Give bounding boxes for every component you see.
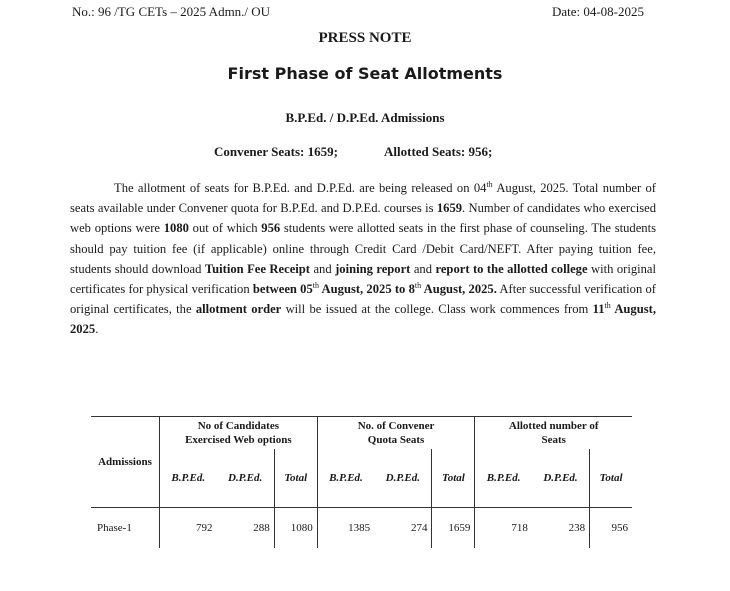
text-run: . (95, 322, 99, 337)
table-cell: 288 (253, 522, 270, 534)
text-run: and (310, 261, 336, 276)
reference-number: No.: 96 /TG CETs – 2025 Admn./ OU (72, 4, 271, 19)
bold-run: 1659 (436, 201, 463, 216)
group-header-line: No of Candidates (197, 420, 279, 432)
text-run: The allotment of seats for B.P.Ed. and D.P.Ed. are being released on 04 (114, 181, 487, 195)
seat-allotment-table (91, 416, 632, 548)
column-header: B.P.Ed. (160, 449, 217, 508)
column-header: D.P.Ed. (385, 472, 420, 484)
column-header: Total (432, 449, 475, 508)
row-label: Phase-1 (97, 522, 132, 534)
convener-seats-group-header (317, 417, 475, 450)
allotted-seats-group-header (475, 417, 632, 450)
press-note-body (70, 178, 656, 340)
press-note-heading: PRESS NOTE (318, 30, 412, 46)
text-run: August, 2025. Total number of seats available under Convener quota for B.P.Ed. and D.P.Ed. courses is (70, 181, 656, 216)
table-cell: 1080 (274, 508, 317, 549)
text-run: After successful verification of original certificates, the (70, 282, 656, 317)
bold-run: Tuition Fee Receipt (204, 261, 310, 276)
text-run: students were allotted seats in the first phase of counseling. The students should pay tuition fee (if applicable) online through Credit Card /Debit Card/NEFT. After paying tuition fee, students should download (70, 221, 656, 276)
bold-run: August, 2025. (421, 282, 497, 297)
table-cell: 718 (475, 508, 532, 549)
bold-run: report to the allotted college (435, 261, 588, 276)
bold-run: 956 (261, 221, 281, 236)
superscript: th (312, 280, 320, 290)
page-title: First Phase of Seat Allotments (227, 64, 503, 83)
group-header-line: No. of Convener (357, 420, 435, 432)
bold-run: allotment order (195, 302, 282, 317)
group-header-line: Quota Seats (367, 434, 425, 446)
table-cell: 274 (410, 522, 428, 534)
bold-run: August, 2025 (70, 302, 656, 337)
web-options-group-header (160, 417, 318, 450)
bold-run: between 05 (252, 282, 313, 297)
admissions-subtitle: B.P.Ed. / D.P.Ed. Admissions (285, 110, 445, 125)
text-run: with original certificates for physical verification (70, 261, 657, 297)
superscript: th (486, 179, 493, 189)
admissions-header: Admissions (98, 456, 152, 468)
allotted-seats-label: Allotted Seats: 956; (384, 144, 493, 159)
text-run: and (410, 261, 436, 276)
bold-run: joining report (335, 261, 411, 276)
bold-run: 1080 (163, 221, 189, 236)
text-run: . Number of candidates who exercised web options were (70, 201, 656, 236)
table-row (91, 508, 632, 549)
table-cell: 792 (160, 508, 217, 549)
column-header: B.P.Ed. (317, 449, 374, 508)
bold-run: 11 (592, 302, 605, 317)
press-note-date: Date: 04-08-2025 (551, 4, 644, 19)
bold-run: August, 2025 to 8 (319, 282, 415, 297)
column-header: Total (274, 449, 317, 508)
text-run: out of which (188, 221, 262, 236)
table-cell: 1385 (317, 508, 374, 549)
group-header-line: Seats (541, 434, 566, 446)
column-header: D.P.Ed. (543, 472, 578, 484)
column-header: B.P.Ed. (475, 449, 532, 508)
group-header-line: Exercised Web options (185, 434, 292, 446)
superscript: th (414, 280, 422, 290)
text-run: will be issued at the college. Class work commences from (281, 302, 593, 317)
convener-seats-label: Convener Seats: 1659; (214, 144, 338, 159)
column-header: D.P.Ed. (227, 472, 263, 484)
table-cell: 956 (590, 508, 632, 549)
group-header-line: Allotted number of (508, 420, 599, 432)
table-cell: 238 (568, 522, 586, 534)
superscript: th (604, 301, 611, 311)
column-header: Total (590, 449, 632, 508)
table-cell: 1659 (432, 508, 475, 549)
